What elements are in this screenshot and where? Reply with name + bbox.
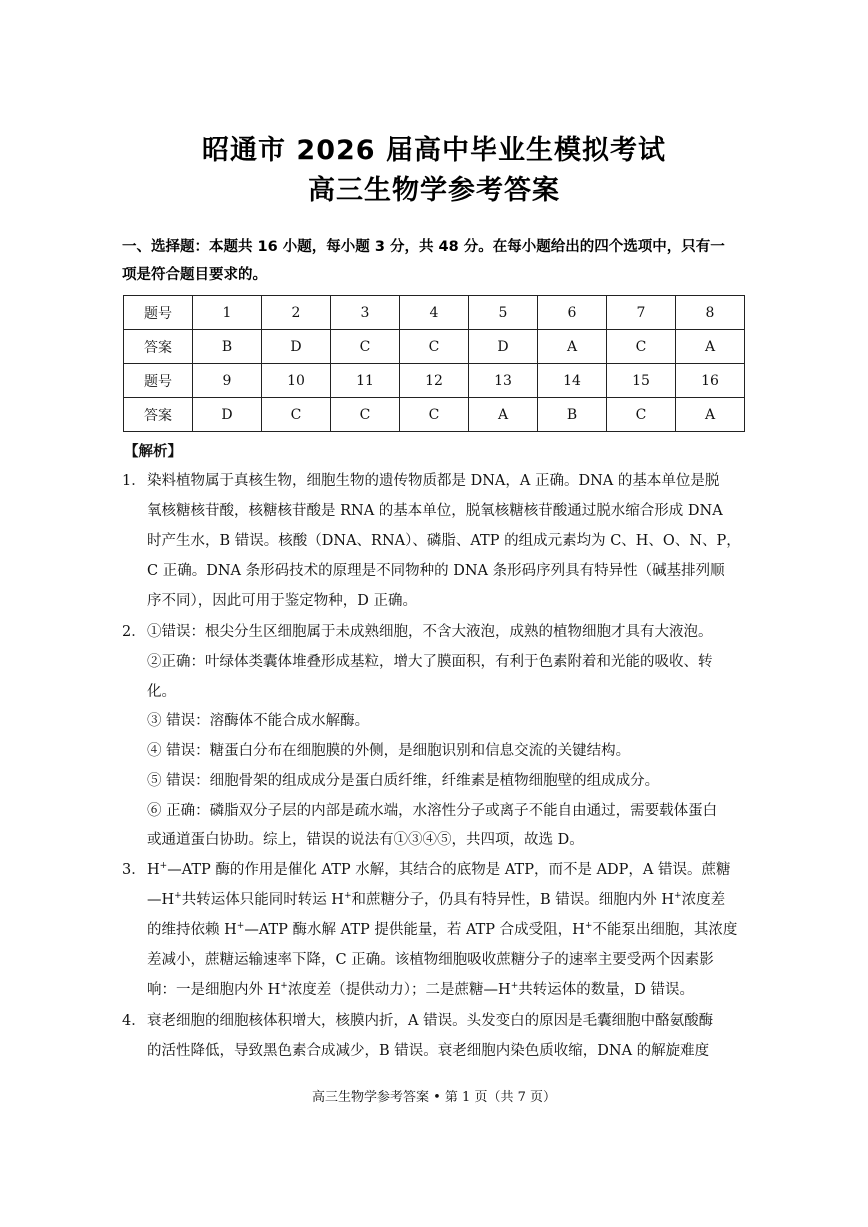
table-row xyxy=(124,330,745,364)
question-number: 14 xyxy=(538,364,607,398)
question-number: 7 xyxy=(607,296,676,330)
question-number: 3 xyxy=(331,296,400,330)
question-number: 2 xyxy=(262,296,331,330)
page-subtitle: 高三生物学参考答案 xyxy=(308,175,560,206)
answer-cell: A xyxy=(676,330,745,364)
question-number-label: 4． xyxy=(122,1013,146,1029)
question-number-label: 3． xyxy=(122,862,146,878)
q2-line: ①错误：根尖分生区细胞属于未成熟细胞，不含大液泡，成熟的植物细胞才具有大液泡。 xyxy=(147,624,713,640)
answer-cell: D xyxy=(262,330,331,364)
question-number: 1 xyxy=(193,296,262,330)
answer-cell: D xyxy=(193,398,262,432)
question-number: 15 xyxy=(607,364,676,398)
table-row xyxy=(124,398,745,432)
q1-line: 染料植物属于真核生物，细胞生物的遗传物质都是 DNA，A 正确。DNA 的基本单位是脱 xyxy=(147,473,720,489)
question-number: 8 xyxy=(676,296,745,330)
question-number-label: 1． xyxy=(122,473,146,489)
q4-line: 衰老细胞的细胞核体积增大，核膜内折，A 错误。头发变白的原因是毛囊细胞中酪氨酸酶 xyxy=(147,1013,714,1029)
q1-line: C 正确。DNA 条形码技术的原理是不同物种的 DNA 条形码序列具有特异性（碱基排列顺 xyxy=(147,563,725,579)
section-heading-line1: 一、选择题：本题共 16 小题，每小题 3 分，共 48 分。在每小题给出的四个选项中，只有一 xyxy=(122,239,725,255)
q3-line: —H+共转运体只能同时转运 H+和蔗糖分子，仍具有特异性，B 错误。细胞内外 H+浓度差 xyxy=(147,891,726,908)
answer-cell: C xyxy=(262,398,331,432)
question-number: 4 xyxy=(400,296,469,330)
answer-cell: C xyxy=(400,330,469,364)
question-number: 13 xyxy=(469,364,538,398)
answer-cell: C xyxy=(607,398,676,432)
row-label: 答案 xyxy=(124,398,193,432)
answer-cell: A xyxy=(538,330,607,364)
answer-cell: D xyxy=(469,330,538,364)
row-label: 答案 xyxy=(124,330,193,364)
q2-line: ②正确：叶绿体类囊体堆叠形成基粒，增大了膜面积，有利于色素附着和光能的吸收、转 xyxy=(147,654,713,670)
row-label: 题号 xyxy=(124,296,193,330)
question-number: 9 xyxy=(193,364,262,398)
question-number: 16 xyxy=(676,364,745,398)
answer-cell: A xyxy=(469,398,538,432)
answer-cell: A xyxy=(676,398,745,432)
answer-cell: C xyxy=(331,330,400,364)
page-footer: 高三生物学参考答案 • 第 1 页（共 7 页） xyxy=(311,1090,556,1105)
question-number: 11 xyxy=(331,364,400,398)
q4-line: 的活性降低，导致黑色素合成减少，B 错误。衰老细胞内染色质收缩，DNA 的解旋难度 xyxy=(147,1043,710,1059)
analysis-title: 【解析】 xyxy=(124,444,182,460)
question-number: 12 xyxy=(400,364,469,398)
question-number: 6 xyxy=(538,296,607,330)
question-number-label: 2． xyxy=(122,624,146,640)
answer-table xyxy=(123,295,745,432)
q2-line: ⑤ 错误：细胞骨架的组成成分是蛋白质纤维，纤维素是植物细胞壁的组成成分。 xyxy=(147,773,660,789)
q3-line: H+—ATP 酶的作用是催化 ATP 水解，其结合的底物是 ATP，而不是 ADP，A 错误。蔗糖 xyxy=(147,861,731,878)
q1-line: 序不同），因此可用于鉴定物种，D 正确。 xyxy=(147,593,417,609)
answer-cell: C xyxy=(400,398,469,432)
section-heading-line2: 项是符合题目要求的。 xyxy=(122,267,267,283)
answer-cell: C xyxy=(607,330,676,364)
answer-cell: C xyxy=(331,398,400,432)
answer-cell: B xyxy=(193,330,262,364)
row-label: 题号 xyxy=(124,364,193,398)
question-number: 10 xyxy=(262,364,331,398)
q2-line: 或通道蛋白协助。综上，错误的说法有①③④⑤，共四项，故选 D。 xyxy=(147,832,584,848)
q2-line: ③ 错误：溶酶体不能合成水解酶。 xyxy=(147,713,370,729)
q2-line: ④ 错误：糖蛋白分布在细胞膜的外侧，是细胞识别和信息交流的关键结构。 xyxy=(147,743,631,759)
answer-cell: B xyxy=(538,398,607,432)
table-row xyxy=(124,364,745,398)
page-title: 昭通市 2026 届高中毕业生模拟考试 xyxy=(202,135,666,166)
q3-line: 的维持依赖 H+—ATP 酶水解 ATP 提供能量，若 ATP 合成受阻，H+不能泵出细胞，其浓度 xyxy=(147,921,738,938)
q3-line: 响：一是细胞内外 H+浓度差（提供动力）；二是蔗糖—H+共转运体的数量，D 错误。 xyxy=(147,981,694,998)
q1-line: 氧核糖核苷酸，核糖核苷酸是 RNA 的基本单位，脱氧核糖核苷酸通过脱水缩合形成 DNA xyxy=(147,503,723,519)
q2-line: 化。 xyxy=(147,684,176,700)
table-row xyxy=(124,296,745,330)
q1-line: 时产生水，B 错误。核酸（DNA、RNA）、磷脂、ATP 的组成元素均为 C、H、O、N、P， xyxy=(147,533,741,549)
question-number: 5 xyxy=(469,296,538,330)
q2-line: ⑥ 正确：磷脂双分子层的内部是疏水端，水溶性分子或离子不能自由通过，需要载体蛋白 xyxy=(147,803,718,819)
q3-line: 差减小，蔗糖运输速率下降，C 正确。该植物细胞吸收蔗糖分子的速率主要受两个因素影 xyxy=(147,952,714,968)
